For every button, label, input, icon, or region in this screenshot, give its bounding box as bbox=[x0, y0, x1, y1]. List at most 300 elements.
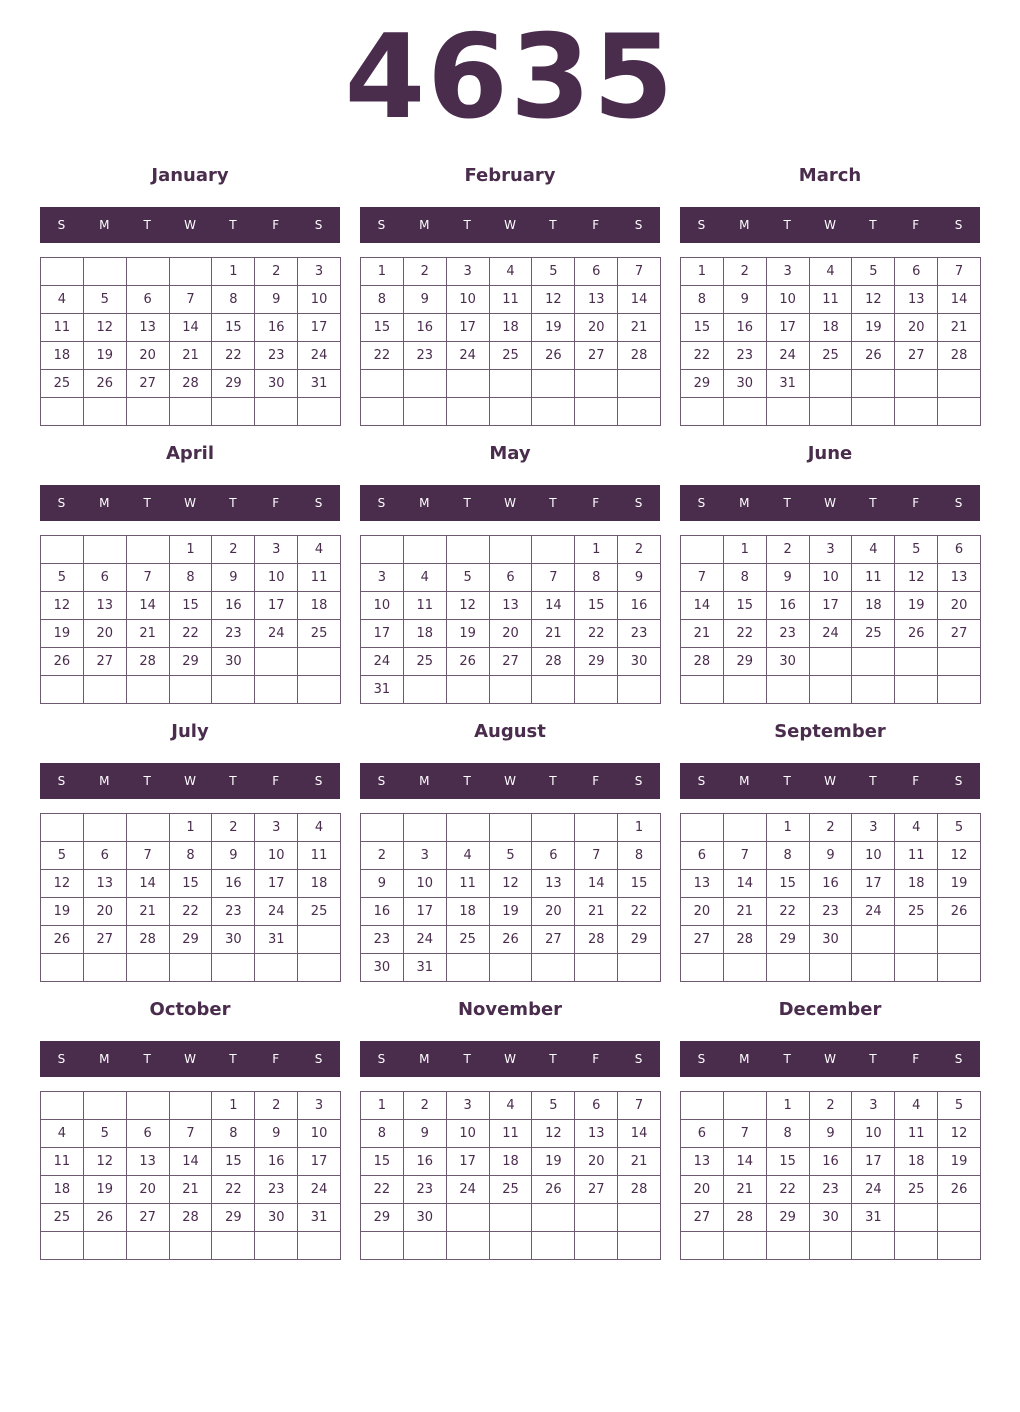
day-cell: 29 bbox=[212, 370, 255, 398]
weekday-label: S bbox=[314, 774, 323, 788]
day-cell: 16 bbox=[767, 592, 810, 620]
weekday-label: T bbox=[549, 496, 557, 510]
weekday-label: S bbox=[314, 496, 323, 510]
day-cell: 12 bbox=[84, 1148, 127, 1176]
empty-day-cell bbox=[810, 370, 853, 398]
day-cell: 5 bbox=[532, 1092, 575, 1120]
empty-day-cell bbox=[575, 1232, 618, 1260]
weekday-label: T bbox=[143, 218, 151, 232]
empty-day-cell bbox=[681, 814, 724, 842]
day-cell: 14 bbox=[575, 870, 618, 898]
days-grid bbox=[360, 535, 661, 704]
day-cell: 11 bbox=[895, 842, 938, 870]
day-cell: 2 bbox=[255, 258, 298, 286]
day-cell: 3 bbox=[298, 1092, 341, 1120]
day-cell: 5 bbox=[84, 1120, 127, 1148]
day-cell: 26 bbox=[532, 1176, 575, 1204]
day-cell: 23 bbox=[361, 926, 404, 954]
weekday-label: S bbox=[954, 218, 963, 232]
day-cell: 20 bbox=[575, 1148, 618, 1176]
day-cell: 13 bbox=[84, 870, 127, 898]
day-cell: 20 bbox=[575, 314, 618, 342]
month-name: May bbox=[489, 443, 531, 464]
weekday-label: W bbox=[184, 218, 196, 232]
day-cell: 30 bbox=[255, 370, 298, 398]
day-cell: 18 bbox=[895, 870, 938, 898]
day-cell: 25 bbox=[852, 620, 895, 648]
day-cell: 7 bbox=[618, 1092, 661, 1120]
day-cell: 23 bbox=[212, 898, 255, 926]
weekday-header bbox=[680, 207, 980, 243]
day-cell: 13 bbox=[895, 286, 938, 314]
empty-day-cell bbox=[810, 954, 853, 982]
day-cell: 26 bbox=[84, 1204, 127, 1232]
day-cell: 16 bbox=[212, 870, 255, 898]
empty-day-cell bbox=[41, 1092, 84, 1120]
day-cell: 26 bbox=[447, 648, 490, 676]
day-cell: 3 bbox=[767, 258, 810, 286]
day-cell: 30 bbox=[810, 926, 853, 954]
weekday-label: W bbox=[824, 774, 836, 788]
day-cell: 2 bbox=[810, 814, 853, 842]
day-cell: 9 bbox=[810, 842, 853, 870]
day-cell: 1 bbox=[212, 258, 255, 286]
day-cell: 20 bbox=[490, 620, 533, 648]
empty-day-cell bbox=[895, 1204, 938, 1232]
empty-day-cell bbox=[84, 398, 127, 426]
weekday-label: S bbox=[57, 218, 66, 232]
day-cell: 27 bbox=[84, 648, 127, 676]
day-cell: 19 bbox=[938, 1148, 981, 1176]
day-cell: 11 bbox=[490, 286, 533, 314]
weekday-label: S bbox=[377, 218, 386, 232]
weekday-label: T bbox=[229, 218, 237, 232]
month-october bbox=[40, 994, 340, 1264]
day-cell: 29 bbox=[170, 926, 213, 954]
day-cell: 11 bbox=[41, 1148, 84, 1176]
day-cell: 20 bbox=[84, 620, 127, 648]
day-cell: 23 bbox=[212, 620, 255, 648]
weekday-label: S bbox=[697, 496, 706, 510]
weekday-label: T bbox=[143, 496, 151, 510]
empty-day-cell bbox=[361, 536, 404, 564]
day-cell: 7 bbox=[724, 1120, 767, 1148]
day-cell: 13 bbox=[575, 1120, 618, 1148]
weekday-label: T bbox=[869, 218, 877, 232]
day-cell: 4 bbox=[404, 564, 447, 592]
day-cell: 26 bbox=[41, 648, 84, 676]
day-cell: 23 bbox=[767, 620, 810, 648]
day-cell: 28 bbox=[618, 342, 661, 370]
weekday-label: T bbox=[143, 774, 151, 788]
empty-day-cell bbox=[447, 1204, 490, 1232]
weekday-label: F bbox=[912, 496, 920, 510]
day-cell: 22 bbox=[767, 898, 810, 926]
weekday-label: M bbox=[419, 218, 430, 232]
day-cell: 19 bbox=[447, 620, 490, 648]
weekday-label: M bbox=[419, 774, 430, 788]
day-cell: 9 bbox=[810, 1120, 853, 1148]
day-cell: 19 bbox=[938, 870, 981, 898]
day-cell: 28 bbox=[724, 1204, 767, 1232]
day-cell: 12 bbox=[532, 286, 575, 314]
weekday-label: T bbox=[783, 218, 791, 232]
empty-day-cell bbox=[41, 536, 84, 564]
day-cell: 27 bbox=[84, 926, 127, 954]
empty-day-cell bbox=[84, 258, 127, 286]
day-cell: 5 bbox=[532, 258, 575, 286]
day-cell: 15 bbox=[767, 870, 810, 898]
day-cell: 28 bbox=[170, 370, 213, 398]
day-cell: 14 bbox=[170, 314, 213, 342]
weekday-label: F bbox=[272, 218, 280, 232]
day-cell: 28 bbox=[724, 926, 767, 954]
day-cell: 27 bbox=[575, 342, 618, 370]
day-cell: 20 bbox=[938, 592, 981, 620]
day-cell: 19 bbox=[84, 1176, 127, 1204]
day-cell: 4 bbox=[298, 536, 341, 564]
empty-day-cell bbox=[170, 954, 213, 982]
day-cell: 7 bbox=[532, 564, 575, 592]
day-cell: 4 bbox=[895, 814, 938, 842]
day-cell: 10 bbox=[255, 842, 298, 870]
day-cell: 20 bbox=[127, 1176, 170, 1204]
day-cell: 11 bbox=[810, 286, 853, 314]
day-cell: 18 bbox=[490, 314, 533, 342]
day-cell: 14 bbox=[618, 286, 661, 314]
empty-day-cell bbox=[361, 1232, 404, 1260]
day-cell: 10 bbox=[810, 564, 853, 592]
empty-day-cell bbox=[490, 398, 533, 426]
empty-day-cell bbox=[298, 676, 341, 704]
empty-day-cell bbox=[575, 398, 618, 426]
empty-day-cell bbox=[84, 1232, 127, 1260]
day-cell: 23 bbox=[618, 620, 661, 648]
day-cell: 4 bbox=[852, 536, 895, 564]
day-cell: 22 bbox=[212, 342, 255, 370]
weekday-label: S bbox=[314, 1052, 323, 1066]
day-cell: 6 bbox=[575, 258, 618, 286]
empty-day-cell bbox=[255, 676, 298, 704]
empty-day-cell bbox=[127, 1232, 170, 1260]
day-cell: 26 bbox=[41, 926, 84, 954]
weekday-label: F bbox=[912, 1052, 920, 1066]
empty-day-cell bbox=[447, 370, 490, 398]
weekday-header bbox=[40, 1041, 340, 1077]
empty-day-cell bbox=[298, 926, 341, 954]
weekday-label: F bbox=[592, 496, 600, 510]
day-cell: 25 bbox=[895, 1176, 938, 1204]
day-cell: 29 bbox=[724, 648, 767, 676]
day-cell: 14 bbox=[938, 286, 981, 314]
weekday-label: F bbox=[272, 496, 280, 510]
day-cell: 19 bbox=[852, 314, 895, 342]
day-cell: 8 bbox=[575, 564, 618, 592]
day-cell: 25 bbox=[404, 648, 447, 676]
empty-day-cell bbox=[298, 1232, 341, 1260]
day-cell: 5 bbox=[490, 842, 533, 870]
empty-day-cell bbox=[298, 398, 341, 426]
day-cell: 12 bbox=[532, 1120, 575, 1148]
month-april bbox=[40, 438, 340, 708]
empty-day-cell bbox=[212, 398, 255, 426]
empty-day-cell bbox=[938, 648, 981, 676]
day-cell: 6 bbox=[84, 842, 127, 870]
days-grid bbox=[40, 1091, 341, 1260]
day-cell: 6 bbox=[490, 564, 533, 592]
empty-day-cell bbox=[361, 370, 404, 398]
day-cell: 31 bbox=[852, 1204, 895, 1232]
weekday-label: S bbox=[697, 774, 706, 788]
month-november bbox=[360, 994, 660, 1264]
day-cell: 12 bbox=[84, 314, 127, 342]
empty-day-cell bbox=[810, 398, 853, 426]
day-cell: 27 bbox=[127, 1204, 170, 1232]
weekday-label: T bbox=[463, 1052, 471, 1066]
month-name: August bbox=[474, 721, 546, 742]
day-cell: 17 bbox=[255, 870, 298, 898]
weekday-header bbox=[360, 485, 660, 521]
day-cell: 1 bbox=[170, 814, 213, 842]
empty-day-cell bbox=[724, 1092, 767, 1120]
day-cell: 20 bbox=[681, 1176, 724, 1204]
empty-day-cell bbox=[404, 536, 447, 564]
weekday-label: T bbox=[463, 496, 471, 510]
day-cell: 7 bbox=[618, 258, 661, 286]
day-cell: 17 bbox=[852, 1148, 895, 1176]
day-cell: 30 bbox=[724, 370, 767, 398]
weekday-label: W bbox=[184, 1052, 196, 1066]
day-cell: 10 bbox=[255, 564, 298, 592]
day-cell: 27 bbox=[575, 1176, 618, 1204]
empty-day-cell bbox=[255, 398, 298, 426]
day-cell: 4 bbox=[41, 286, 84, 314]
empty-day-cell bbox=[895, 954, 938, 982]
empty-day-cell bbox=[852, 676, 895, 704]
weekday-label: F bbox=[912, 774, 920, 788]
empty-day-cell bbox=[361, 814, 404, 842]
empty-day-cell bbox=[127, 814, 170, 842]
day-cell: 16 bbox=[618, 592, 661, 620]
empty-day-cell bbox=[767, 676, 810, 704]
empty-day-cell bbox=[895, 648, 938, 676]
day-cell: 16 bbox=[404, 314, 447, 342]
weekday-label: W bbox=[504, 218, 516, 232]
weekday-label: T bbox=[783, 1052, 791, 1066]
day-cell: 28 bbox=[618, 1176, 661, 1204]
empty-day-cell bbox=[724, 954, 767, 982]
weekday-header bbox=[40, 485, 340, 521]
day-cell: 25 bbox=[298, 620, 341, 648]
day-cell: 21 bbox=[618, 314, 661, 342]
empty-day-cell bbox=[852, 926, 895, 954]
day-cell: 7 bbox=[127, 842, 170, 870]
empty-day-cell bbox=[895, 398, 938, 426]
weekday-label: W bbox=[824, 496, 836, 510]
day-cell: 6 bbox=[127, 286, 170, 314]
empty-day-cell bbox=[575, 676, 618, 704]
weekday-label: S bbox=[697, 218, 706, 232]
day-cell: 23 bbox=[404, 1176, 447, 1204]
day-cell: 30 bbox=[212, 648, 255, 676]
day-cell: 1 bbox=[767, 814, 810, 842]
day-cell: 20 bbox=[681, 898, 724, 926]
day-cell: 17 bbox=[298, 314, 341, 342]
empty-day-cell bbox=[575, 814, 618, 842]
empty-day-cell bbox=[41, 1232, 84, 1260]
day-cell: 27 bbox=[532, 926, 575, 954]
weekday-label: F bbox=[272, 1052, 280, 1066]
day-cell: 24 bbox=[298, 342, 341, 370]
day-cell: 30 bbox=[618, 648, 661, 676]
day-cell: 2 bbox=[404, 1092, 447, 1120]
day-cell: 2 bbox=[212, 814, 255, 842]
day-cell: 2 bbox=[810, 1092, 853, 1120]
day-cell: 5 bbox=[895, 536, 938, 564]
day-cell: 6 bbox=[681, 842, 724, 870]
day-cell: 9 bbox=[212, 842, 255, 870]
day-cell: 30 bbox=[404, 1204, 447, 1232]
month-february bbox=[360, 160, 660, 430]
day-cell: 18 bbox=[298, 592, 341, 620]
day-cell: 27 bbox=[681, 1204, 724, 1232]
weekday-label: F bbox=[592, 774, 600, 788]
weekday-label: S bbox=[377, 774, 386, 788]
day-cell: 6 bbox=[681, 1120, 724, 1148]
day-cell: 3 bbox=[404, 842, 447, 870]
day-cell: 8 bbox=[767, 842, 810, 870]
day-cell: 14 bbox=[127, 870, 170, 898]
day-cell: 8 bbox=[212, 1120, 255, 1148]
day-cell: 15 bbox=[170, 592, 213, 620]
day-cell: 3 bbox=[810, 536, 853, 564]
day-cell: 4 bbox=[490, 258, 533, 286]
day-cell: 25 bbox=[490, 342, 533, 370]
day-cell: 5 bbox=[41, 842, 84, 870]
day-cell: 14 bbox=[681, 592, 724, 620]
weekday-label: S bbox=[954, 1052, 963, 1066]
weekday-header bbox=[40, 207, 340, 243]
weekday-label: S bbox=[954, 774, 963, 788]
day-cell: 15 bbox=[575, 592, 618, 620]
weekday-label: M bbox=[99, 1052, 110, 1066]
day-cell: 3 bbox=[447, 1092, 490, 1120]
weekday-label: T bbox=[229, 496, 237, 510]
day-cell: 22 bbox=[170, 620, 213, 648]
weekday-label: S bbox=[634, 218, 643, 232]
day-cell: 22 bbox=[212, 1176, 255, 1204]
empty-day-cell bbox=[490, 676, 533, 704]
day-cell: 6 bbox=[127, 1120, 170, 1148]
day-cell: 3 bbox=[298, 258, 341, 286]
day-cell: 9 bbox=[767, 564, 810, 592]
day-cell: 31 bbox=[404, 954, 447, 982]
day-cell: 17 bbox=[447, 314, 490, 342]
weekday-label: T bbox=[463, 774, 471, 788]
day-cell: 22 bbox=[361, 1176, 404, 1204]
day-cell: 29 bbox=[767, 1204, 810, 1232]
day-cell: 9 bbox=[255, 1120, 298, 1148]
day-cell: 15 bbox=[212, 1148, 255, 1176]
weekday-label: S bbox=[377, 1052, 386, 1066]
empty-day-cell bbox=[255, 1232, 298, 1260]
weekday-header bbox=[680, 763, 980, 799]
day-cell: 18 bbox=[41, 342, 84, 370]
weekday-label: M bbox=[739, 774, 750, 788]
day-cell: 6 bbox=[532, 842, 575, 870]
empty-day-cell bbox=[84, 814, 127, 842]
day-cell: 30 bbox=[810, 1204, 853, 1232]
empty-day-cell bbox=[404, 398, 447, 426]
weekday-label: T bbox=[549, 218, 557, 232]
empty-day-cell bbox=[404, 814, 447, 842]
empty-day-cell bbox=[404, 1232, 447, 1260]
day-cell: 1 bbox=[575, 536, 618, 564]
day-cell: 28 bbox=[575, 926, 618, 954]
empty-day-cell bbox=[681, 1092, 724, 1120]
day-cell: 2 bbox=[361, 842, 404, 870]
day-cell: 4 bbox=[810, 258, 853, 286]
empty-day-cell bbox=[681, 398, 724, 426]
day-cell: 21 bbox=[724, 898, 767, 926]
weekday-label: W bbox=[184, 774, 196, 788]
empty-day-cell bbox=[618, 954, 661, 982]
day-cell: 22 bbox=[724, 620, 767, 648]
day-cell: 11 bbox=[852, 564, 895, 592]
empty-day-cell bbox=[810, 1232, 853, 1260]
days-grid bbox=[40, 535, 341, 704]
day-cell: 22 bbox=[767, 1176, 810, 1204]
day-cell: 19 bbox=[490, 898, 533, 926]
day-cell: 2 bbox=[255, 1092, 298, 1120]
empty-day-cell bbox=[852, 648, 895, 676]
day-cell: 13 bbox=[575, 286, 618, 314]
day-cell: 10 bbox=[447, 1120, 490, 1148]
empty-day-cell bbox=[895, 370, 938, 398]
day-cell: 1 bbox=[170, 536, 213, 564]
day-cell: 13 bbox=[532, 870, 575, 898]
weekday-label: S bbox=[57, 774, 66, 788]
day-cell: 24 bbox=[767, 342, 810, 370]
day-cell: 6 bbox=[938, 536, 981, 564]
weekday-label: M bbox=[739, 1052, 750, 1066]
empty-day-cell bbox=[681, 676, 724, 704]
day-cell: 18 bbox=[490, 1148, 533, 1176]
empty-day-cell bbox=[532, 676, 575, 704]
day-cell: 24 bbox=[447, 1176, 490, 1204]
day-cell: 17 bbox=[767, 314, 810, 342]
month-may bbox=[360, 438, 660, 708]
month-march bbox=[680, 160, 980, 430]
day-cell: 26 bbox=[852, 342, 895, 370]
day-cell: 9 bbox=[724, 286, 767, 314]
day-cell: 18 bbox=[298, 870, 341, 898]
empty-day-cell bbox=[404, 370, 447, 398]
empty-day-cell bbox=[404, 676, 447, 704]
day-cell: 15 bbox=[170, 870, 213, 898]
month-august bbox=[360, 716, 660, 986]
day-cell: 12 bbox=[852, 286, 895, 314]
day-cell: 21 bbox=[618, 1148, 661, 1176]
day-cell: 3 bbox=[255, 536, 298, 564]
day-cell: 30 bbox=[767, 648, 810, 676]
day-cell: 13 bbox=[84, 592, 127, 620]
day-cell: 1 bbox=[361, 258, 404, 286]
empty-day-cell bbox=[618, 370, 661, 398]
day-cell: 2 bbox=[724, 258, 767, 286]
day-cell: 22 bbox=[618, 898, 661, 926]
month-july bbox=[40, 716, 340, 986]
